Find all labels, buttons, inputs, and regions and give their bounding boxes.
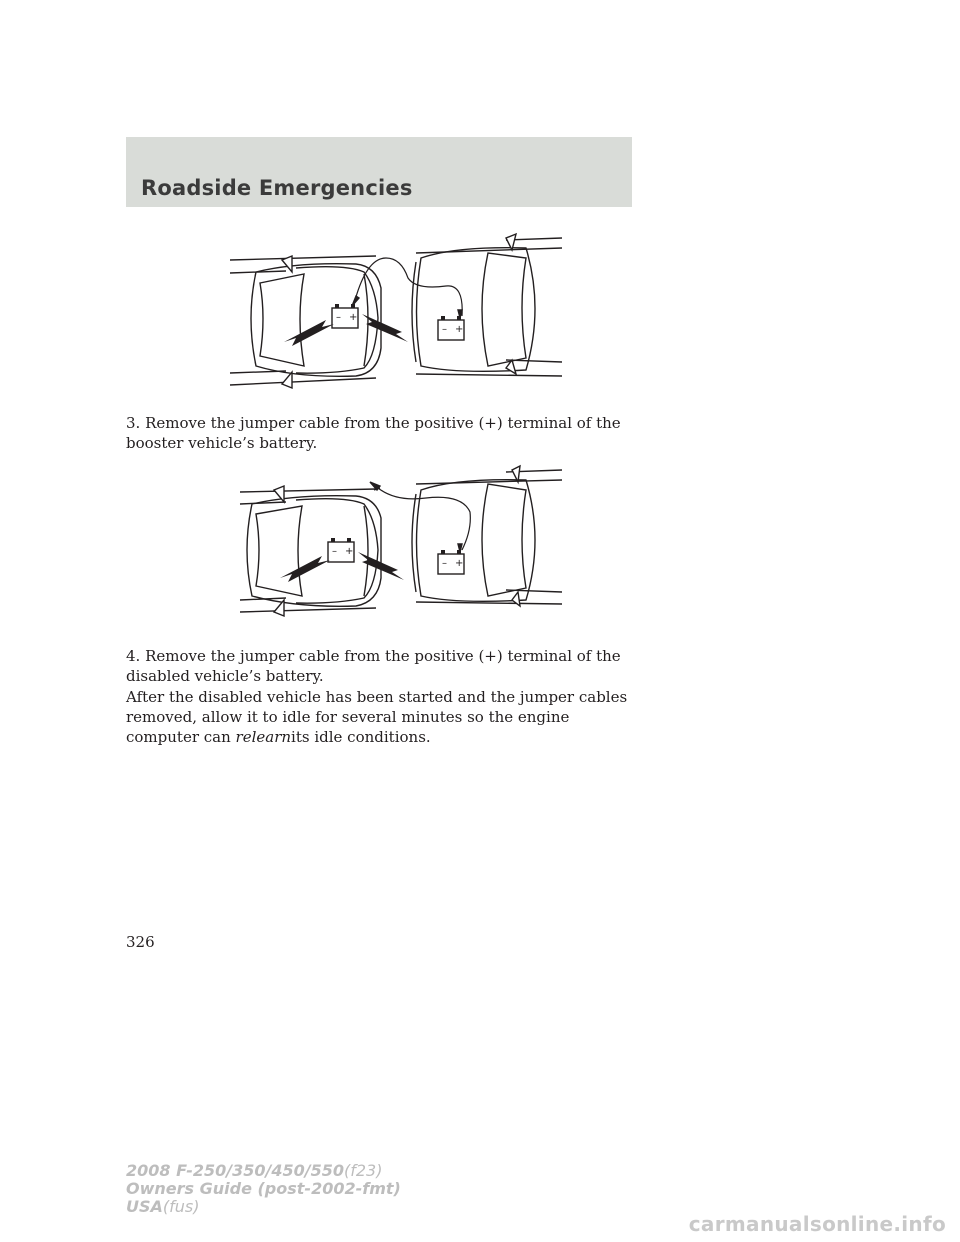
footer-model-code: (f23)	[344, 1161, 383, 1180]
document-footer	[126, 1162, 401, 1216]
battery-positive-sign: +	[345, 546, 354, 557]
jumper-diagram-1	[226, 228, 566, 398]
spark-icon	[362, 314, 408, 342]
disabled-vehicle-illustration	[240, 486, 381, 616]
footer-market-code: (fus)	[162, 1197, 200, 1216]
battery-negative-sign: –	[442, 558, 447, 569]
jumper-diagram-2	[226, 462, 566, 622]
battery-positive-sign: +	[455, 324, 464, 335]
battery-negative-sign: –	[336, 312, 341, 323]
idle-note-text: After the disabled vehicle has been started and the jumper cables removed, allow it to idle for several minutes so the engine computer can	[126, 688, 628, 746]
spark-icon	[280, 556, 330, 582]
jumper-cable	[378, 488, 470, 550]
watermark: carmanualsonline.info	[688, 1212, 946, 1236]
battery-negative-sign: –	[332, 546, 337, 557]
spark-icon	[284, 320, 334, 346]
booster-vehicle-illustration	[412, 466, 562, 606]
step-4-text: 4. Remove the jumper cable from the positive (+) terminal of the disabled vehicle’s battery.	[126, 647, 621, 685]
section-title: Roadside Emergencies	[141, 176, 413, 200]
jumper-cable	[354, 258, 462, 316]
booster-vehicle-illustration	[412, 234, 562, 376]
page-number: 326	[126, 933, 155, 951]
footer-model: 2008 F-250/350/450/550	[126, 1161, 344, 1180]
battery-positive-sign: +	[455, 558, 464, 569]
battery-positive-sign: +	[349, 312, 358, 323]
battery-negative-sign: –	[442, 324, 447, 335]
step-3-text: 3. Remove the jumper cable from the positive (+) terminal of the booster vehicle’s battery.	[126, 414, 621, 452]
footer-market: USA	[126, 1197, 163, 1216]
footer-guide: Owners Guide (post-2002-fmt)	[126, 1179, 401, 1198]
idle-note-text-end: its idle conditions.	[291, 728, 431, 746]
idle-note	[126, 687, 646, 747]
idle-note-emphasis: relearn	[235, 728, 292, 746]
